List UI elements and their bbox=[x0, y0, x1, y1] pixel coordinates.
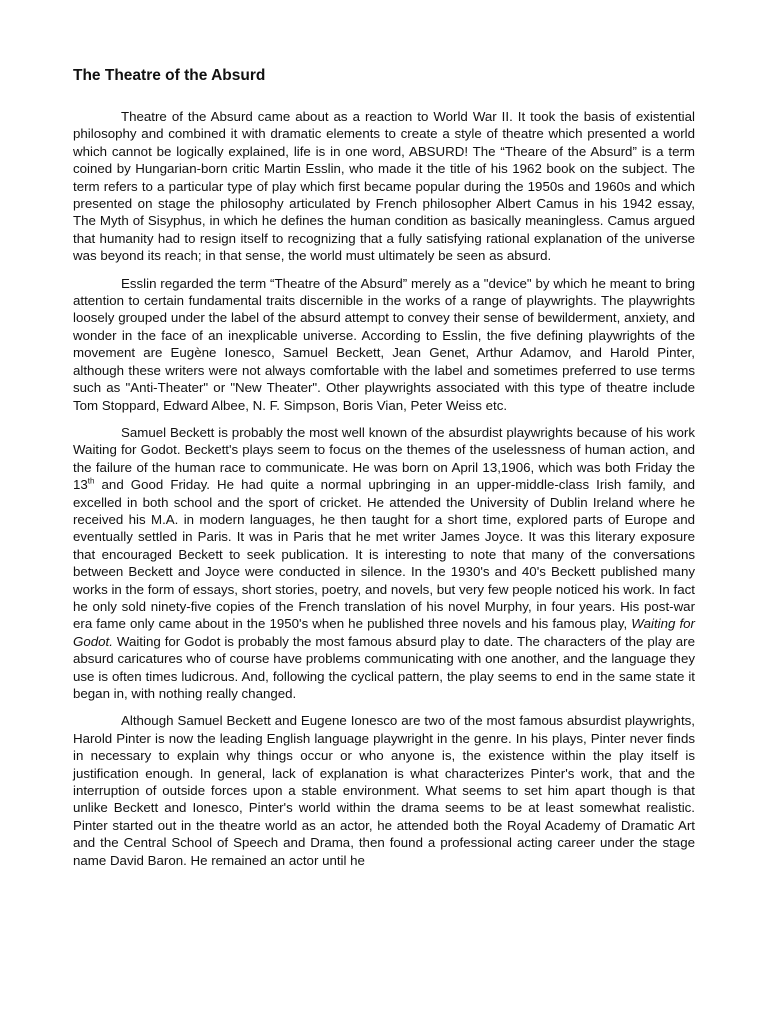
beckett-text-part3: Waiting for Godot is probably the most famous absurd play to date. The characters of the play are absurd caricatures who of course have problems communicating with one another, and the language they use is often times ludicrous. And, following the cyclical pattern, the play seems to end in the same state it began in, with nothing really changed. bbox=[73, 633, 695, 701]
italic-play-title: Waiting for Godot. bbox=[73, 616, 695, 649]
ordinal-superscript: th bbox=[87, 476, 95, 486]
beckett-text-part1: Samuel Beckett is probably the most well known of the absurdist playwrights because of his work Waiting for Godot. Beckett's plays seem to focus on the themes of the uselessness of human action, and the failure of the human race to communicate. He was born on April 13,1906, which was both Friday the 13 bbox=[73, 424, 695, 493]
paragraph-esslin: Esslin regarded the term “Theatre of the Absurd” merely as a "device" by which he meant to bring attention to certain fundamental traits discernible in the works of a range of playwrights. The playwrights loosely grouped under the label of the absurd attempt to convey their sense of bewilderment, anxiety, and wonder in the face of an inexplicable universe. According to Esslin, the five defining playwrights of the movement are Eugène Ionesco, Samuel Beckett, Jean Genet, Arthur Adamov, and Harold Pinter, although these writers were not always comfortable with the label and sometimes preferred to use terms such as "Anti-Theater" or "New Theater". Other playwrights associated with this type of theatre include Tom Stoppard, Edward Albee, N. F. Simpson, Boris Vian, Peter Weiss etc. bbox=[73, 275, 695, 413]
paragraph-beckett bbox=[73, 424, 695, 703]
paragraph-intro: Theatre of the Absurd came about as a reaction to World War II. It took the basis of existential philosophy and combined it with dramatic elements to create a style of theatre which presented a world which cannot be logically explained, life is in one word, ABSURD! The “Theare of the Absurd” is a term coined by Hungarian-born critic Martin Esslin, who made it the title of his 1962 book on the subject. The term refers to a particular type of play which first became popular during the 1950s and 1960s and which presented on stage the philosophy articulated by French philosopher Albert Camus in his 1942 essay, The Myth of Sisyphus, in which he defines the human condition as basically meaningless. Camus argued that humanity had to resign itself to recognizing that a fully satisfying rational explanation of the universe was beyond its reach; in that sense, the world must ultimately be seen as absurd. bbox=[73, 109, 695, 264]
paragraph-pinter: Although Samuel Beckett and Eugene Ionesco are two of the most famous absurdist playwrights, Harold Pinter is now the leading English language playwright in the genre. In his plays, Pinter never finds in necessary to explain why things occur or who anyone is, the existence within the play itself is justification enough. In general, lack of explanation is what characterizes Pinter's work, that and the interruption of outside forces upon a stable environment. What seems to set him apart though is that unlike Beckett and Ionesco, Pinter's world within the drama seems to be at least somewhat realistic. Pinter started out in the theatre world as an actor, he attended both the Royal Academy of Dramatic Art and the Central School of Speech and Drama, then found a professional acting career under the stage name David Baron. He remained an actor until he bbox=[73, 713, 695, 868]
document-page bbox=[73, 66, 695, 879]
document-title: The Theatre of the Absurd bbox=[73, 67, 266, 84]
beckett-text-part2: and Good Friday. He had quite a normal upbringing in an upper-middle-class Irish family, and excelled in both school and the sport of cricket. He attended the University of Dublin Ireland where he received his M.A. in modern languages, he then taught for a short time, explored parts of Europe and eventually settled in Paris. It was in Paris that he met writer James Joyce. It was this literary exposure that encouraged Beckett to seek publication. It is interesting to note that many of the conversations between Beckett and Joyce were conducted in silence. In the 1930's and 40's Beckett published many works in the form of essays, short stories, poetry, and novels, but very few people noticed his work. In fact he only sold ninety-five copies of the French translation of his novel Murphy, in four years. His post-war era fame only came about in the 1950's when he published three novels and his famous play, bbox=[73, 477, 695, 632]
